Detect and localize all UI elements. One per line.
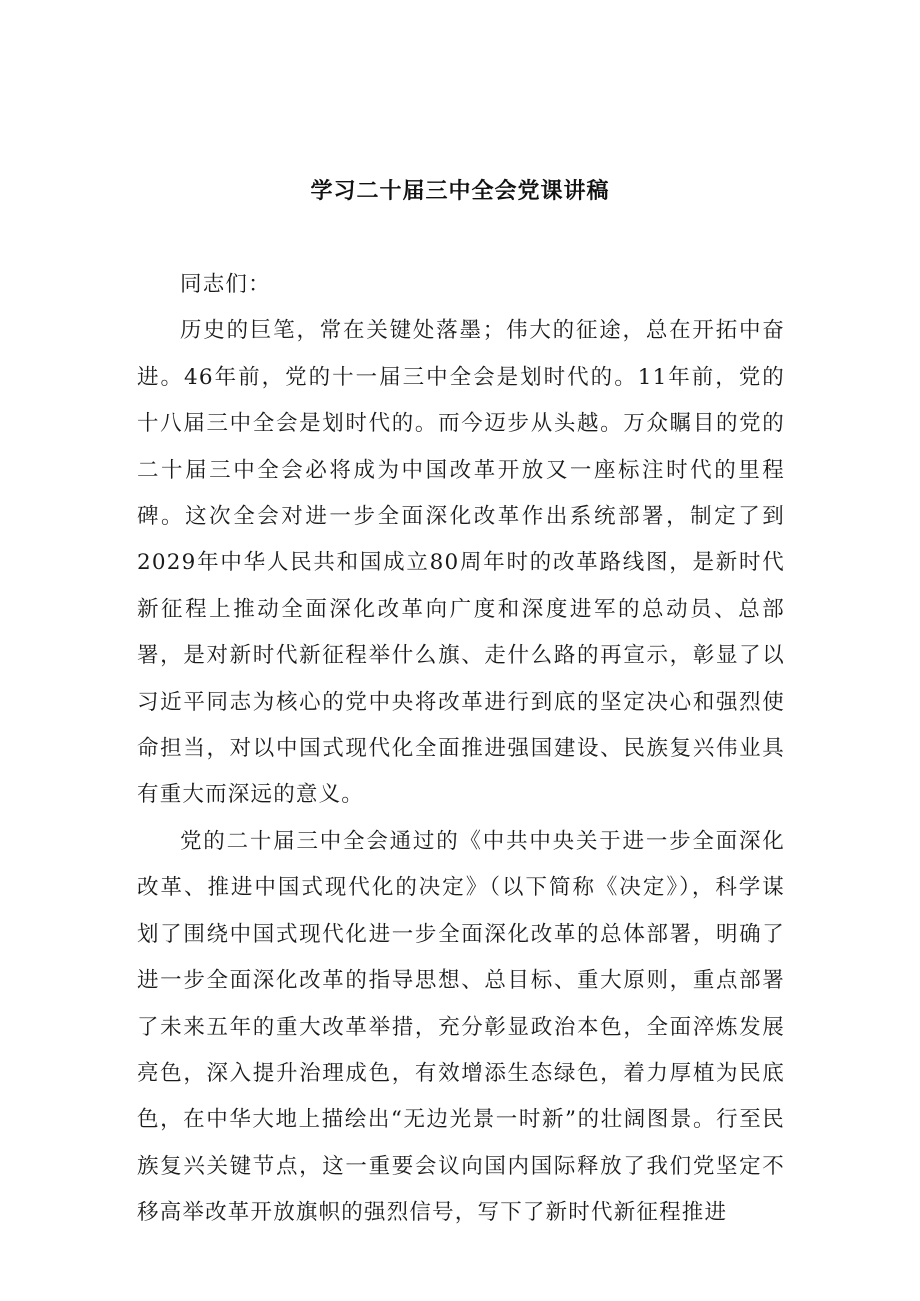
paragraph: 历史的巨笔，常在关键处落墨；伟大的征途，总在开拓中奋进。46年前，党的十一届三中全会是划时代的。11年前，党的十八届三中全会是划时代的。而今迈步从头越。万众瞩目的党的二十届三中全会必将成为中国改革开放又一座标注时代的里程碑。这次全会对进一步全面深化改革作出系统部署，制定了到2029年中华人民共和国成立80周年时的改革路线图，是新时代新征程上推动全面深化改革向广度和深度进军的总动员、总部署，是对新时代新征程举什么旗、走什么路的再宣示，彰显了以习近平同志为核心的党中央将改革进行到底的坚定决心和强烈使命担当，对以中国式现代化全面推进强国建设、民族复兴伟业具有重大而深远的意义。 — [137, 318, 785, 808]
document-body — [137, 262, 785, 1237]
salutation: 同志们： — [180, 272, 271, 297]
document-title: 学习二十届三中全会党课讲稿 — [310, 179, 610, 204]
paragraph: 党的二十届三中全会通过的《中共中央关于进一步全面深化改革、推进中国式现代化的决定》（以下简称《决定》），科学谋划了围绕中国式现代化进一步全面深化改革的总体部署，明确了进一步全面深化改革的指导思想、总目标、重大原则，重点部署了未来五年的重大改革举措，充分彰显政治本色，全面淬炼发展亮色，深入提升治理成色，有效增添生态绿色，着力厚植为民底色，在中华大地上描绘出“无边光景一时新”的壮阔图景。行至民族复兴关键节点，这一重要会议向国内国际释放了我们党坚定不移高举改革开放旗帜的强烈信号，写下了新时代新征程推进 — [137, 828, 785, 1226]
